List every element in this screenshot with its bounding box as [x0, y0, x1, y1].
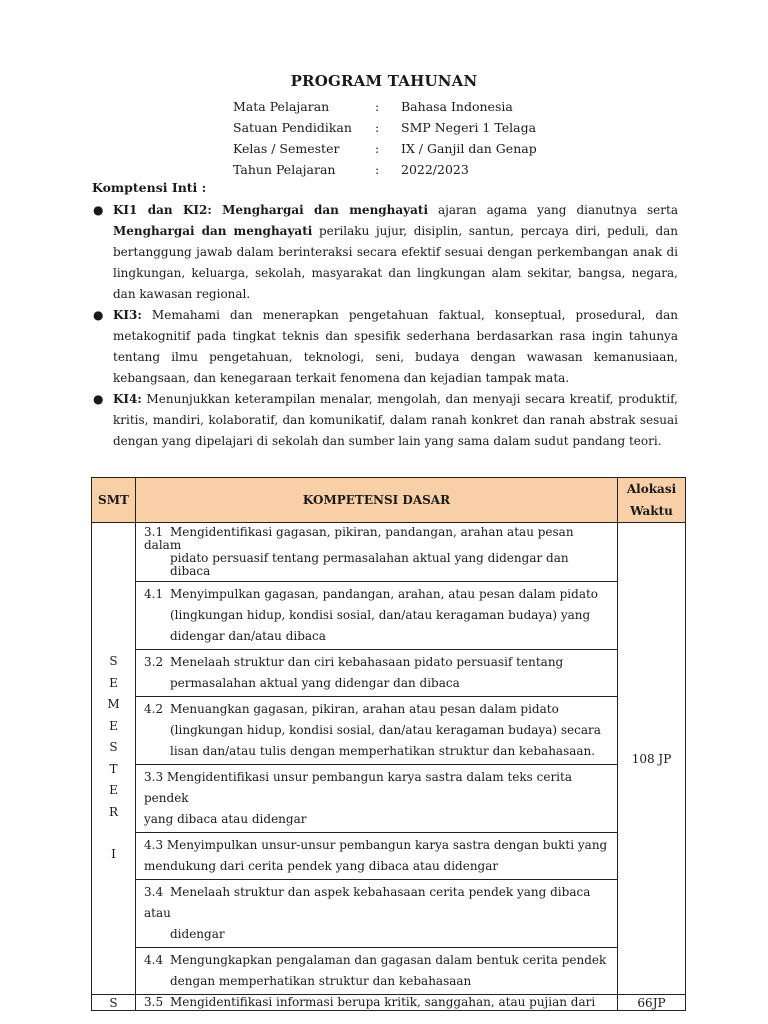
ki-text: perilaku jujur, disiplin, santun, percaya diri, peduli, dan bertanggung jawab dalam berinteraksi secara efektif sesuai dengan perkembangan anak di lingkungan, keluarga, sekolah, masyarakat dan lingkungan alam sekitar, bangsa, negara, dan kawasan regional.	[113, 224, 679, 301]
alokasi-cell: 66JP	[618, 995, 686, 1011]
header-smt: SMT	[92, 478, 136, 523]
meta-colon: :	[375, 120, 380, 135]
header-alokasi-line: Alokasi	[626, 482, 677, 496]
kd-item-4-2	[136, 697, 618, 765]
table-row	[92, 582, 686, 650]
kd-text: yang dibaca atau didengar	[144, 812, 307, 826]
semester-letter: T	[109, 761, 118, 776]
kd-item-4-1	[136, 582, 618, 650]
semester-letter: S	[109, 740, 118, 755]
kd-item-3-4	[136, 880, 618, 948]
ki-item-1	[92, 200, 678, 305]
bullet-icon: ●	[93, 392, 104, 406]
ki-text: Menunjukkan keterampilan menalar, mengolah, dan menyaji secara kreatif, produktif, kritis, mandiri, kolaboratif, dan komunikatif, dalam ranah konkret dan ranah abstrak sesuai dengan yang dipelajari di sekolah dan sumber lain yang sama dalam sudut pandang teori.	[113, 392, 678, 448]
kd-number: 3.4	[144, 885, 164, 899]
ki-heading: Komptensi Inti :	[92, 180, 207, 195]
kd-number: 3.2	[144, 655, 164, 669]
kd-text: Mengidentifikasi gagasan, pikiran, pandangan, arahan atau pesan dalam	[144, 525, 574, 552]
kd-text: 4.3 Menyimpulkan unsur-unsur pembangun karya sastra dengan bukti yang	[144, 838, 608, 852]
semester-letter	[92, 823, 135, 844]
semester-letter: S	[109, 654, 118, 669]
kd-number: 3.5	[144, 995, 164, 1009]
kd-item-4-4	[136, 948, 618, 995]
table-row	[92, 697, 686, 765]
kd-text: 3.3 Mengidentifikasi unsur pembangun karya sastra dalam teks cerita pendek	[144, 770, 572, 805]
meta-label: Satuan Pendidikan	[233, 120, 352, 135]
table-row	[92, 765, 686, 833]
ki-item-4	[92, 389, 678, 452]
kd-text: Menelaah struktur dan aspek kebahasaan cerita pendek yang dibaca atau	[144, 885, 591, 920]
meta-label: Tahun Pelajaran	[233, 162, 336, 177]
kd-number: 4.4	[144, 953, 164, 967]
kd-item-3-5	[136, 995, 618, 1011]
semester-cell	[92, 523, 136, 995]
kd-text: (lingkungan hidup, kondisi sosial, dan/atau keragaman budaya) yang	[170, 608, 591, 622]
semester-cell: S	[92, 995, 136, 1011]
header-kd: KOMPETENSI DASAR	[136, 478, 618, 523]
ki-item-3	[92, 305, 678, 389]
meta-value: Bahasa Indonesia	[401, 99, 513, 114]
ki-bold: Menghargai dan menghayati	[113, 224, 313, 238]
semester-letter: E	[109, 718, 118, 733]
kd-text: Menelaah struktur dan ciri kebahasaan pidato persuasif tentang	[170, 655, 564, 669]
kd-text: didengar dan/atau dibaca	[170, 629, 326, 643]
kompetensi-dasar-table	[91, 477, 686, 1011]
kd-text: didengar	[170, 927, 225, 941]
kd-number: 4.1	[144, 587, 164, 601]
semester-letter: E	[109, 675, 118, 690]
ki-text: Memahami dan menerapkan pengetahuan faktual, konseptual, prosedural, dan metakognitif pada tingkat teknis dan spesifik sederhana berdasarkan rasa ingin tahunya tentang ilmu pengetahuan, teknologi, seni, budaya dengan wawasan kemanusiaan, kebangsaan, dan kenegaraan terkait fenomena dan kejadian tampak mata.	[113, 308, 678, 385]
table-row	[92, 948, 686, 995]
header-alokasi	[618, 478, 686, 523]
table-row	[92, 833, 686, 880]
ki-bold: KI1 dan KI2: Menghargai dan menghayati	[113, 203, 429, 217]
kd-text: pidato persuasif tentang permasalahan aktual yang didengar dan dibaca	[170, 551, 569, 578]
kd-text: permasalahan aktual yang didengar dan dibaca	[170, 676, 460, 690]
ki-bold: KI3:	[113, 308, 142, 322]
table-row	[92, 880, 686, 948]
meta-value: IX / Ganjil dan Genap	[401, 141, 537, 156]
table-row	[92, 523, 686, 582]
header-alokasi-line: Waktu	[630, 504, 673, 518]
ki-list	[92, 200, 678, 452]
kd-text: lisan dan/atau tulis dengan memperhatikan struktur dan kebahasaan.	[170, 744, 596, 758]
meta-value: SMP Negeri 1 Telaga	[401, 120, 537, 135]
alokasi-cell: 108 JP	[618, 523, 686, 995]
semester-letter: R	[108, 804, 119, 819]
kd-text: Menuangkan gagasan, pikiran, arahan atau pesan dalam pidato	[170, 702, 559, 716]
semester-letter: M	[107, 697, 120, 712]
ki-text: ajaran agama yang dianutnya serta	[428, 203, 678, 217]
semester-letter: E	[109, 783, 118, 798]
kd-text: Mengungkapkan pengalaman dan gagasan dalam bentuk cerita pendek	[170, 953, 607, 967]
kd-text: dengan memperhatikan struktur dan kebahasaan	[170, 974, 472, 988]
table-row	[92, 650, 686, 697]
table-header-row	[92, 478, 686, 523]
meta-label: Mata Pelajaran	[233, 99, 330, 114]
bullet-icon: ●	[93, 308, 104, 322]
kd-text: Menyimpulkan gagasan, pandangan, arahan, atau pesan dalam pidato	[170, 587, 599, 601]
bullet-icon: ●	[93, 203, 104, 217]
meta-colon: :	[375, 162, 380, 177]
meta-label: Kelas / Semester	[233, 141, 340, 156]
table-row	[92, 995, 686, 1011]
meta-colon: :	[375, 99, 380, 114]
kd-text: (lingkungan hidup, kondisi sosial, dan/atau keragaman budaya) secara	[170, 723, 601, 737]
kd-item-3-1	[136, 523, 618, 582]
kd-item-3-2	[136, 650, 618, 697]
kd-number: 4.2	[144, 702, 164, 716]
kd-text: Mengidentifikasi informasi berupa kritik, sanggahan, atau pujian dari	[170, 995, 596, 1009]
kd-text: mendukung dari cerita pendek yang dibaca atau didengar	[144, 859, 499, 873]
kd-number: 3.1	[144, 525, 164, 539]
semester-letter: I	[111, 847, 116, 862]
meta-value: 2022/2023	[401, 162, 469, 177]
ki-bold: KI4:	[113, 392, 142, 406]
kd-item-4-3	[136, 833, 618, 880]
meta-colon: :	[375, 141, 380, 156]
document-title: PROGRAM TAHUNAN	[290, 72, 478, 90]
kd-item-3-3	[136, 765, 618, 833]
